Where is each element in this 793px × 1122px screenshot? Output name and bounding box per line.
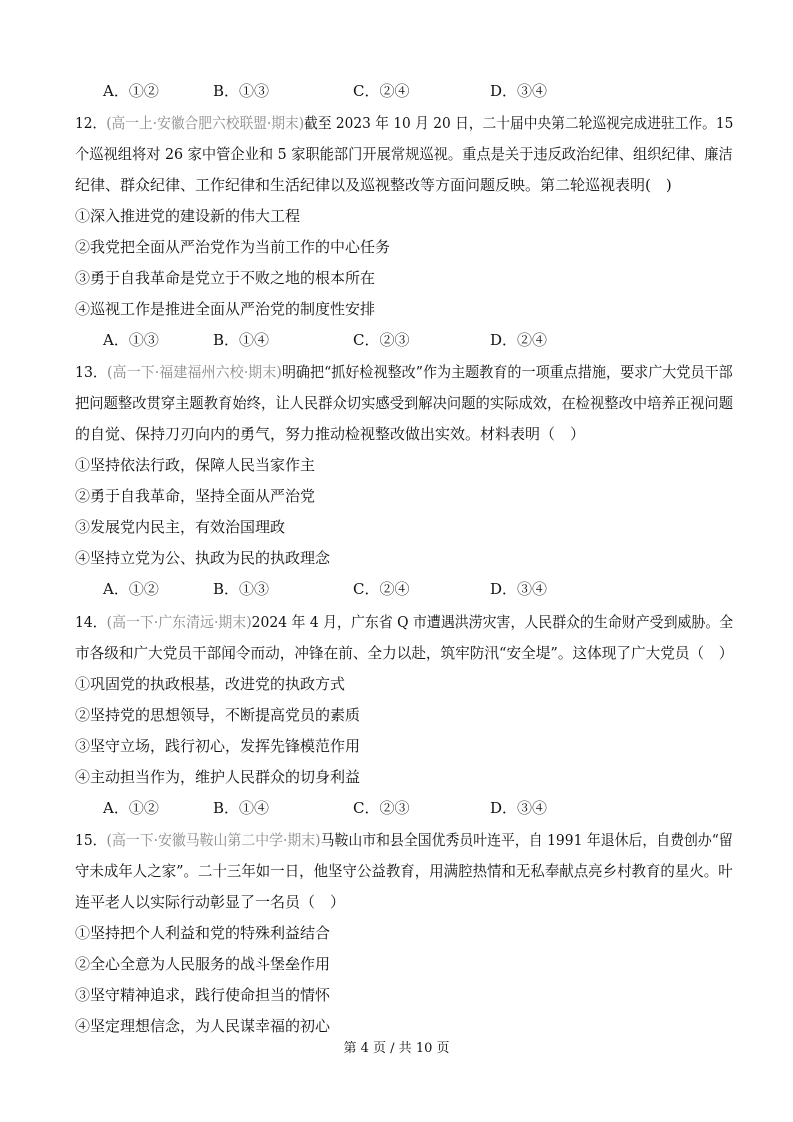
q13-item-3: ③发展党内民主，有效治国理政 <box>75 518 286 536</box>
q15-stem-line2: 守未成年人之家”。二十三年如一日，他坚守公益教育，用满腔热情和无私奉献点亮乡村教育的星火。叶 <box>75 862 733 880</box>
option-d: D．③④ <box>490 580 548 598</box>
q12-item-1: ①深入推进党的建设新的伟大工程 <box>75 207 301 225</box>
option-a: A．①② <box>103 580 159 598</box>
q13-stem-line1 <box>75 361 733 383</box>
option-b: B．①③ <box>213 82 270 100</box>
question-text: 截至 2023 年 10 月 20 日，二十届中央第二轮巡视完成进驻工作。15 <box>304 114 734 132</box>
option-d: D．③④ <box>490 799 548 817</box>
option-c: C．②③ <box>353 331 410 349</box>
q14-stem-line2: 市各级和广大党员干部闻令而动，冲锋在前、全力以赴，筑牢防汛“安全堤”。这体现了广大党员（ ） <box>75 644 734 662</box>
option-c: C．②③ <box>353 799 410 817</box>
question-source: (高一下·安徽马鞍山第二中学·期末) <box>106 831 321 849</box>
q14-item-3: ③坚守立场，践行初心，发挥先锋模范作用 <box>75 737 361 755</box>
q13-item-2: ②勇于自我革命，坚持全面从严治党 <box>75 487 316 505</box>
q12-stem-line2: 个巡视组将对 26 家中管企业和 5 家职能部门开展常规巡视。重点是关于违反政治纪律、组织纪律、廉洁 <box>75 145 733 163</box>
question-text: 马鞍山市和县全国优秀员叶连平，自 1991 年退休后，自费创办“留 <box>320 831 733 849</box>
option-d: D．③④ <box>490 82 548 100</box>
question-source: (高一上·安徽合肥六校联盟·期末) <box>106 114 305 132</box>
question-number: 14． <box>75 613 107 631</box>
question-source: (高一下·福建福州六校·期末) <box>107 363 282 381</box>
question-number: 13． <box>75 363 108 381</box>
q14-item-1: ①巩固党的执政根基，改进党的执政方式 <box>75 675 346 693</box>
q14-item-4: ④主动担当作为，维护人民群众的切身利益 <box>75 768 361 786</box>
question-text: 明确把“抓好检视整改”作为主题教育的一项重点措施，要求广大党员干部 <box>281 363 733 381</box>
q15-item-1: ①坚持把个人利益和党的特殊利益结合 <box>75 924 331 942</box>
q13-item-1: ①坚持依法行政，保障人民当家作主 <box>75 456 316 474</box>
q15-stem-line1 <box>75 829 733 851</box>
question-number: 15． <box>75 831 107 849</box>
q14-stem-line1 <box>75 611 733 633</box>
q13-stem-line3: 的自觉、保持刀刃向内的勇气，努力推动检视整改做出实效。材料表明（ ） <box>75 425 586 443</box>
page-footer: 第 4 页 / 共 10 页 <box>343 1041 450 1056</box>
q13-stem-line2: 把问题整改贯穿主题教育始终，让人民群众切实感受到解决问题的实际成效，在检视整改中培养正视问题 <box>75 394 734 412</box>
q12-item-4: ④巡视工作是推进全面从严治党的制度性安排 <box>75 300 376 318</box>
option-a: A．①② <box>103 799 159 817</box>
option-b: B．①④ <box>213 331 270 349</box>
q13-item-4: ④坚持立党为公、执政为民的执政理念 <box>75 549 331 567</box>
option-b: B．①③ <box>213 580 270 598</box>
q13-options <box>103 578 703 600</box>
q12-item-3: ③勇于自我革命是党立于不败之地的根本所在 <box>75 269 376 287</box>
q15-stem-line3: 连平老人以实际行动彰显了一名员（ ） <box>75 893 346 911</box>
q12-options <box>103 329 703 351</box>
q12-stem-line3: 纪律、群众纪律、工作纪律和生活纪律以及巡视整改等方面问题反映。第二轮巡视表明( ) <box>75 176 672 194</box>
question-source: (高一下·广东清远·期末) <box>106 613 252 631</box>
option-d: D．②④ <box>490 331 548 349</box>
q14-options <box>103 797 703 819</box>
q12-stem-line1 <box>75 112 733 134</box>
option-a: A．①③ <box>103 331 159 349</box>
q11-options <box>103 80 703 102</box>
q15-item-2: ②全心全意为人民服务的战斗堡垒作用 <box>75 955 331 973</box>
q12-item-2: ②我党把全面从严治党作为当前工作的中心任务 <box>75 238 391 256</box>
option-c: C．②④ <box>353 82 410 100</box>
q15-item-3: ③坚守精神追求，践行使命担当的情怀 <box>75 986 331 1004</box>
q14-item-2: ②坚持党的思想领导，不断提高党员的素质 <box>75 706 361 724</box>
option-b: B．①④ <box>213 799 270 817</box>
question-number: 12． <box>75 114 107 132</box>
option-a: A．①② <box>103 82 159 100</box>
question-text: 2024 年 4 月，广东省 Q 市遭遇洪涝灾害，人民群众的生命财产受到威胁。全 <box>251 613 734 631</box>
q15-item-4: ④坚定理想信念，为人民谋幸福的初心 <box>75 1017 331 1035</box>
option-c: C．②④ <box>353 580 410 598</box>
